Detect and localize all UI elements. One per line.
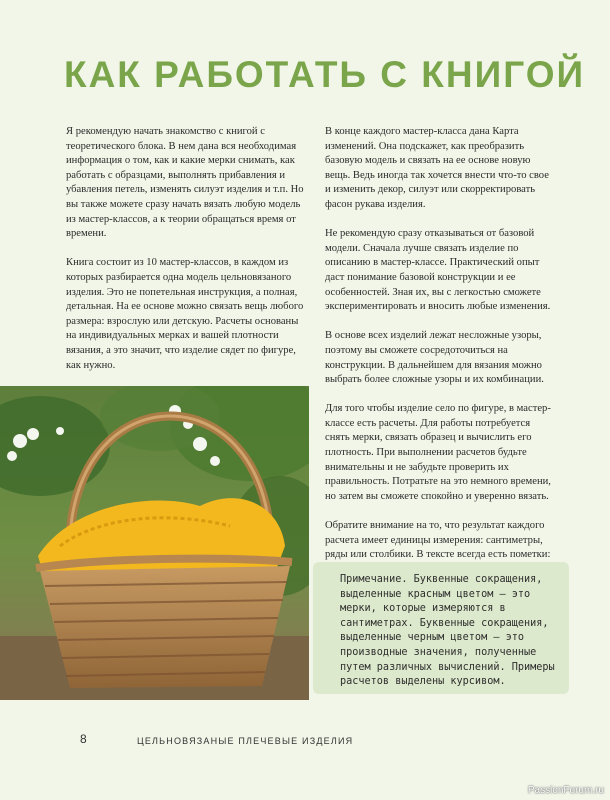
page-number: 8 [80,732,87,746]
paragraph: Книга состоит из 10 мастер-классов, в каждом из которых разбирается одна модель цельновязаного изделия. Это не попетельная инструкция, а полная, детальная. На ее основе можно связать вещь любого размера: взрослую или детскую. Расчеты основаны на индивидуальных мерках и вашей плотности вязания, а это значит, что изделие сядет по фигуре, как нужно. [66,257,304,371]
note-text: Примечание. Буквенные сокращения, выделенные красным цветом — это мерки, которые измеряются в сантиметрах. Буквенные сокращения, выделенные черным цветом — это производные значения, полученные путем различных вычислений. Примеры расчетов выделены курсивом. [340,574,555,688]
paragraph: В конце каждого мастер-класса дана Карта изменений. Она подскажет, как преобразить базовую модель и связать на ее основе новую вещь. Ведь иногда так хочется внести что-то свое и изменить декор, силуэт или скорректировать фасон рукава изделия. [325,126,549,210]
paragraph: В основе всех изделий лежат несложные узоры, поэтому вы сможете сосредоточиться на конструкции. В дальнейшем для вязания можно выбрать более сложные узоры и их комбинации. [325,330,544,386]
left-text-column [66,125,310,388]
paragraph: Я рекомендую начать знакомство с книгой с теоретического блока. В нем дана вся необходимая информация о том, как и какие мерки снимать, как работать с образцами, выполнять прибавления и убавления петель, изменять силуэт изделия и т.п. Но вы также можете сразу начать вязать любую модель из мастер-классов, а к теории обращаться время от времени. [66,126,304,240]
paragraph: Не рекомендую сразу отказываться от базовой модели. Сначала лучше связать изделие по описанию в мастер-классе. Практический опыт даст понимание базовой конструкции и ее особенностей. Зная их, вы с легкостью сможете экспериментировать и вносить любые изменения. [325,228,551,313]
page-title: КАК РАБОТАТЬ С КНИГОЙ [64,54,586,95]
paragraph: Обратите внимание на то, что результат каждого расчета имеет единицы измерения: сантиметры, ряды или столбики. В тексте всегда есть пометки: [325,520,551,561]
basket-photo [0,386,309,700]
paragraph: Для того чтобы изделие село по фигуре, в мастер-классе есть расчеты. Для работы потребуется снять мерки, связать образец и вычислить его плотность. При выполнении расчетов будьте внимательны и не забудьте проверить их правильность. Потратьте на это немного времени, но затем вы сможете спокойно и уверенно вязать. [325,403,551,502]
running-footer-title: ЦЕЛЬНОВЯЗАНЫЕ ПЛЕЧЕВЫЕ ИЗДЕЛИЯ [137,736,354,746]
right-text-column [325,125,557,592]
watermark: PassionForum.ru [527,785,604,796]
